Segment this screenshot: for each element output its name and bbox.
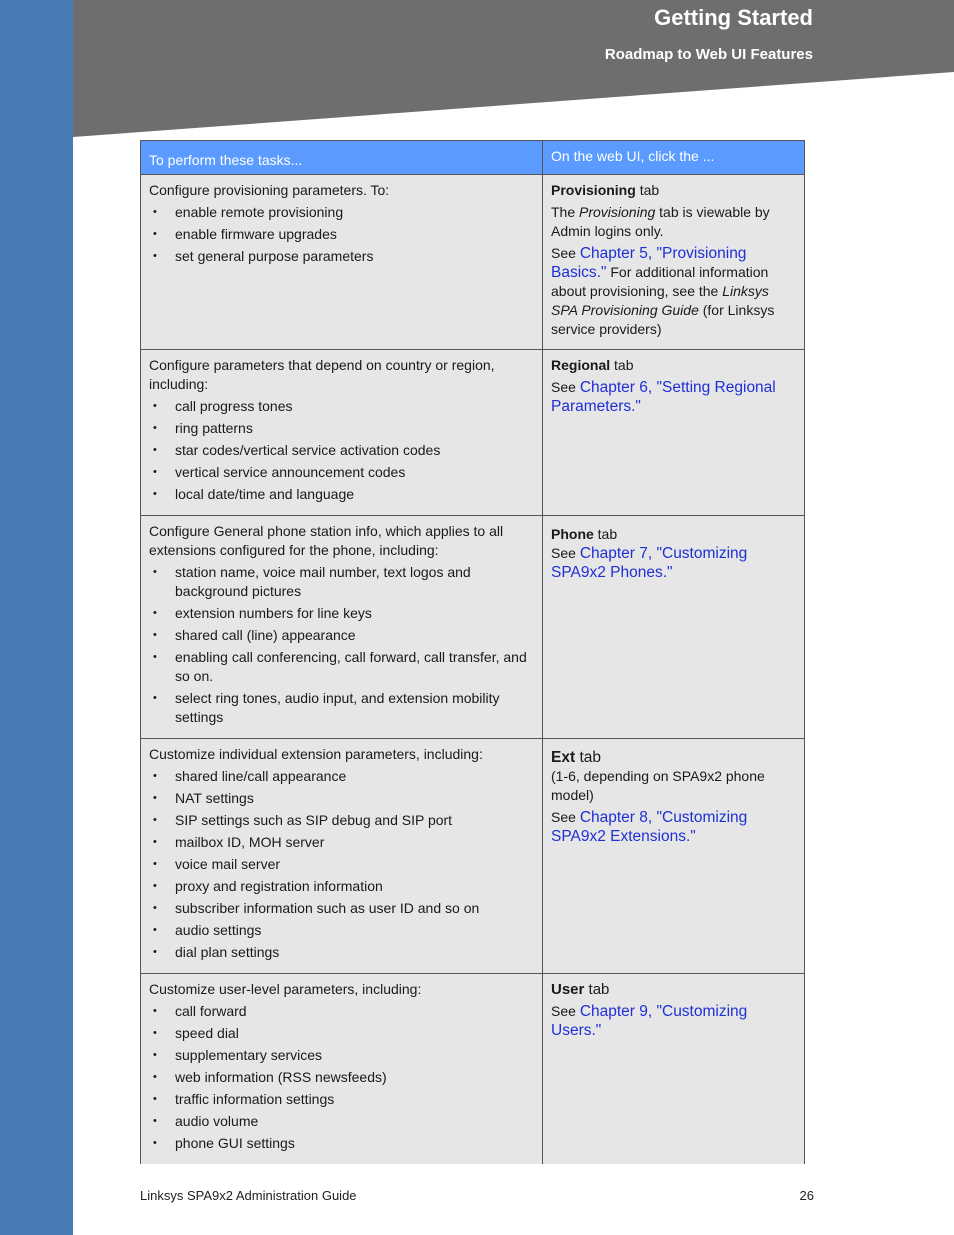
list-item: • select ring tones, audio input, and extension mobility settings bbox=[149, 689, 534, 727]
table-row bbox=[141, 175, 805, 350]
table-row bbox=[141, 516, 805, 739]
section-subtitle: Roadmap to Web UI Features bbox=[604, 46, 813, 63]
webui-cell bbox=[543, 175, 805, 350]
list-item: • shared call (line) appearance bbox=[149, 626, 534, 645]
chapter-reference: See Chapter 8, "Customizing SPA9x2 Extensions." bbox=[551, 809, 748, 845]
footer-page-number: 26 bbox=[799, 1188, 814, 1203]
list-item: • SIP settings such as SIP debug and SIP port bbox=[149, 811, 534, 830]
chapter-reference: See Chapter 6, "Setting Regional Parameters." bbox=[551, 379, 776, 415]
list-item: • enable firmware upgrades bbox=[149, 225, 534, 244]
webui-cell bbox=[543, 516, 805, 739]
task-cell bbox=[141, 974, 543, 1165]
task-intro: Configure provisioning parameters. To: bbox=[149, 182, 390, 198]
task-cell bbox=[141, 516, 543, 739]
header-cell-webui: On the web UI, click the ... bbox=[543, 141, 805, 175]
tab-label: User tab bbox=[551, 981, 610, 998]
tab-name: Phone bbox=[551, 526, 594, 542]
task-list bbox=[149, 203, 534, 266]
chapter-reference: See Chapter 9, "Customizing Users." bbox=[551, 1003, 748, 1039]
task-list bbox=[149, 767, 534, 962]
tab-note: The Provisioning tab is viewable by Admin logins only. bbox=[551, 204, 770, 239]
tab-label: Ext tab bbox=[551, 749, 601, 766]
webui-cell bbox=[543, 739, 805, 974]
tab-label: Regional tab bbox=[551, 357, 634, 373]
list-item: • vertical service announcement codes bbox=[149, 463, 534, 482]
banner-shape bbox=[73, 0, 954, 140]
task-intro: Customize individual extension parameters, including: bbox=[149, 746, 483, 762]
task-list bbox=[149, 563, 534, 727]
list-item: • set general purpose parameters bbox=[149, 247, 534, 266]
list-item: • subscriber information such as user ID and so on bbox=[149, 899, 534, 918]
task-intro: Configure parameters that depend on country or region, including: bbox=[149, 357, 495, 392]
roadmap-table bbox=[140, 140, 805, 1164]
list-item: • traffic information settings bbox=[149, 1090, 534, 1109]
table-row bbox=[141, 974, 805, 1165]
chapter-5-link[interactable]: Chapter 5, "Provisioning Basics." bbox=[551, 245, 747, 281]
list-item: • speed dial bbox=[149, 1024, 534, 1043]
table-row bbox=[141, 350, 805, 516]
webui-cell bbox=[543, 350, 805, 516]
footer-guide-name: Linksys SPA9x2 Administration Guide bbox=[140, 1188, 357, 1203]
task-list bbox=[149, 397, 534, 504]
list-item: • supplementary services bbox=[149, 1046, 534, 1065]
list-item: • call forward bbox=[149, 1002, 534, 1021]
list-item: • enabling call conferencing, call forward, call transfer, and so on. bbox=[149, 648, 534, 686]
list-item: • dial plan settings bbox=[149, 943, 534, 962]
tab-label: Phone tab bbox=[551, 526, 618, 542]
list-item: • phone GUI settings bbox=[149, 1134, 534, 1153]
list-item: • proxy and registration information bbox=[149, 877, 534, 896]
chapter-6-link[interactable]: Chapter 6, "Setting Regional Parameters." bbox=[551, 379, 776, 415]
chapter-9-link[interactable]: Chapter 9, "Customizing Users." bbox=[551, 1003, 748, 1039]
list-item: • call progress tones bbox=[149, 397, 534, 416]
header-banner bbox=[73, 0, 954, 140]
tab-label: Provisioning tab bbox=[551, 182, 660, 198]
task-cell bbox=[141, 739, 543, 974]
list-item: • star codes/vertical service activation codes bbox=[149, 441, 534, 460]
list-item: • station name, voice mail number, text logos and background pictures bbox=[149, 563, 534, 601]
chapter-title: Getting Started bbox=[654, 5, 813, 30]
table-row bbox=[141, 739, 805, 974]
tab-name: Regional bbox=[551, 357, 611, 373]
chapter-8-link[interactable]: Chapter 8, "Customizing SPA9x2 Extensions." bbox=[551, 809, 748, 845]
task-cell bbox=[141, 350, 543, 516]
task-cell bbox=[141, 175, 543, 350]
list-item: • local date/time and language bbox=[149, 485, 534, 504]
list-item: • enable remote provisioning bbox=[149, 203, 534, 222]
list-item: • NAT settings bbox=[149, 789, 534, 808]
list-item: • mailbox ID, MOH server bbox=[149, 833, 534, 852]
list-item: • extension numbers for line keys bbox=[149, 604, 534, 623]
left-sidebar-band bbox=[0, 0, 73, 1235]
tab-name: Provisioning bbox=[551, 182, 636, 198]
list-item: • audio volume bbox=[149, 1112, 534, 1131]
task-intro: Customize user-level parameters, including: bbox=[149, 981, 422, 997]
tab-note: (1-6, depending on SPA9x2 phone model) bbox=[551, 768, 765, 803]
header-cell-tasks: To perform these tasks... bbox=[141, 141, 543, 175]
list-item: • shared line/call appearance bbox=[149, 767, 534, 786]
chapter-7-link[interactable]: Chapter 7, "Customizing SPA9x2 Phones." bbox=[551, 545, 748, 581]
chapter-reference: See Chapter 7, "Customizing SPA9x2 Phones." bbox=[551, 545, 748, 581]
list-item: • web information (RSS newsfeeds) bbox=[149, 1068, 534, 1087]
list-item: • voice mail server bbox=[149, 855, 534, 874]
task-list bbox=[149, 1002, 534, 1153]
list-item: • ring patterns bbox=[149, 419, 534, 438]
webui-cell bbox=[543, 974, 805, 1165]
tab-name: User bbox=[551, 981, 585, 998]
tab-name: Ext bbox=[551, 749, 576, 766]
table-header-row bbox=[141, 141, 805, 175]
task-intro: Configure General phone station info, which applies to all extensions configured for the phone, including: bbox=[149, 523, 504, 558]
list-item: • audio settings bbox=[149, 921, 534, 940]
chapter-reference: See Chapter 5, "Provisioning Basics." For additional information about provisioning, see the Linksys SPA Provisioning Guide (for Linksys service providers) bbox=[551, 245, 775, 337]
